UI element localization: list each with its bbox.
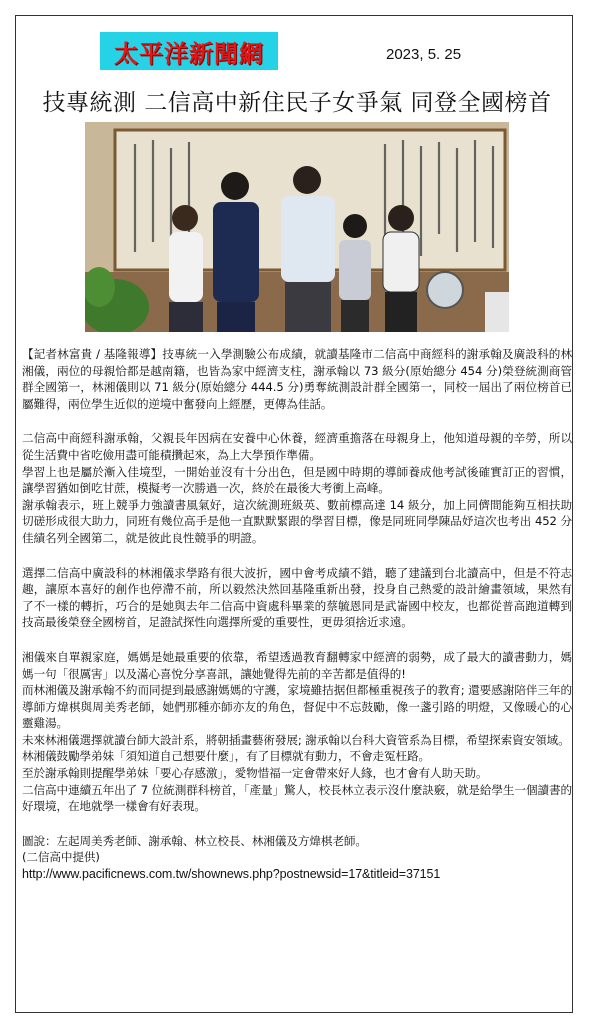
photo-caption: 圖說：左起周美秀老師、謝承翰、林立校長、林湘儀及方煒棋老師。 xyxy=(22,833,367,848)
publish-date: 2023, 5. 25 xyxy=(386,46,462,63)
headline: 技專統測 二信高中新住民子女爭氣 同登全國榜首 xyxy=(42,90,552,116)
article-paragraph: 未來林湘儀選擇就讀台師大設計系，將朝插畫藝術發展; 謝承翰以台科大資管系為目標，希望探索資安領域。 xyxy=(22,732,570,747)
article-paragraph: 至於謝承翰則提醒學弟妹「要心存感激」，愛物惜福一定會帶來好人緣，也才會有人助天助。 xyxy=(22,766,488,781)
photo-credit: (二信高中提供) xyxy=(22,850,100,865)
source-url[interactable]: http://www.pacificnews.com.tw/shownews.php?postnewsid=17&titleid=37151 xyxy=(22,867,441,882)
article-paragraph: 而林湘儀及謝承翰不約而同提到最感謝媽媽的守護，家境雖拮据但都極重視孩子的教育; 還要感謝陪伴三年的導師方煒棋與周美秀老師，她們那種亦師亦友的角色，督促中不忘鼓勵，像一盞引路的明燈，又像暖心的心靈雞湯。 xyxy=(22,683,572,731)
site-logo xyxy=(100,32,278,70)
article-paragraph: 湘儀來自單親家庭，媽媽是她最重要的依靠，希望透過教育翻轉家中經濟的弱勢，成了最大的讀書動力，媽媽一句「很厲害」以及滿心喜悅分享喜訊，讓她覺得先前的辛苦都是值得的! xyxy=(22,649,572,681)
article-paragraph: 二信高中連續五年出了 7 位統測群科榜首，「產量」驚人，校長林立表示沒什麼訣竅，就是給學生一個讀書的好環境，在地就學一樣會有好表現。 xyxy=(22,782,572,814)
news-photo xyxy=(85,122,509,332)
photo-illustration xyxy=(85,122,509,332)
article-paragraph: 【記者林富貴 / 基隆報導】技專統一入學測驗公布成績，就讀基隆市二信高中商經科的謝承翰及廣設科的林湘儀，兩位的母親恰都是越南籍，也皆為家中經濟支柱，謝承翰以 73 級分(原始總分 454 分)榮登統測商管群全國第一，林湘儀則以 71 級分(原始總分 444.5 分)勇奪統測設計群全國第一，同校一屆出了兩位榜首已屬難得，兩位學生近似的逆境中奮發向上經歷，更傳為佳話。 xyxy=(22,347,572,411)
article-paragraph: 謝承翰表示，班上競爭力強讀書風氣好，這次統測班級英、數前標高達 14 級分，加上同儕間能夠互相扶助切磋形成很大助力，同班有幾位高手是他一直默默緊跟的學習目標，像是同班同學陳品妤這次也考出 452 分佳績名列全國第二，就是彼此良性競爭的明證。 xyxy=(22,497,572,545)
logo-text: 太平洋新聞網 xyxy=(114,38,264,68)
article-body xyxy=(22,346,572,883)
article-paragraph: 學習上也是屬於漸入佳境型，一開始並沒有十分出色，但是國中時期的導師養成他考試後確實訂正的習慣，讓學習猶如倒吃甘蔗，模擬考一次勝過一次，終於在最後大考衝上高峰。 xyxy=(22,464,572,496)
article-paragraph: 選擇二信高中廣設科的林湘儀求學路有很大波折，國中會考成績不錯，聽了建議到台北讀高中，但是不符志趣，讓原本喜好的創作也停滯不前，所以毅然決然回基隆重新出發，投身自己熱愛的設計繪畫領域，果然有了不一樣的轉折，巧合的是她與去年二信高中資處科畢業的蔡毓恩同是武崙國中校友，也都從普高跑道轉到技高最後榮登全國榜首，足證試探性向選擇所愛的重要性，更毋須捨近求遠。 xyxy=(22,565,572,630)
article-paragraph: 二信高中商經科謝承翰，父親長年因病在安養中心休養，經濟重擔落在母親身上，他知道母親的辛勞，所以從生活費中省吃儉用盡可能積攢起來，為上大學預作準備。 xyxy=(22,431,572,462)
article-paragraph: 林湘儀鼓勵學弟妹「須知道自己想要什麼」，有了目標就有動力，不會走冤枉路。 xyxy=(22,749,430,764)
